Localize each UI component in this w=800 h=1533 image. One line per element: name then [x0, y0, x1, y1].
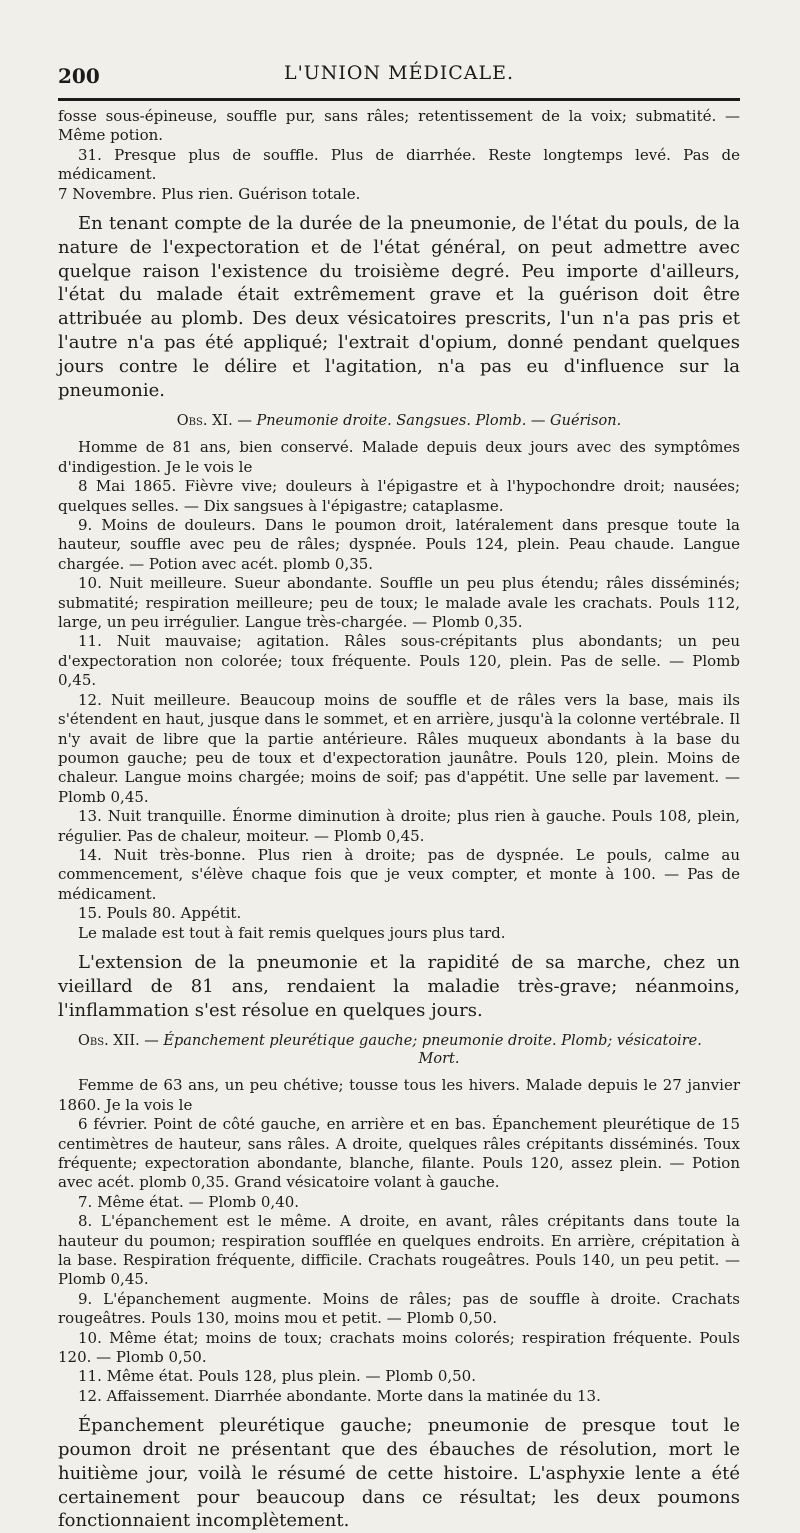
obs12-entries	[58, 1076, 740, 1406]
paragraph: 10. Nuit meilleure. Sueur abondante. Souffle un peu plus étendu; râles disséminés; submatité; respiration meilleure; peu de toux; le malade avale les crachats. Pouls 112, large, un peu irrégulier. Langue très-chargée. — Plomb 0,35.	[58, 574, 740, 632]
obs11-entries	[58, 438, 740, 943]
paragraph: 7. Même état. — Plomb 0,40.	[78, 1192, 300, 1211]
page-header	[58, 58, 740, 101]
commentary-paragraph: Épanchement pleurétique gauche; pneumonie de presque tout le poumon droit ne présentant que des ébauches de résolution, mort le huitième jour, voilà le résumé de cette histoire. L'asphyxie lente a été certainement pour beaucoup dans ce résultat; les deux poumons fonctionnaient incomplètement.	[58, 1415, 740, 1532]
paragraph: 6 février. Point de côté gauche, en arrière et en bas. Épanchement pleurétique de 15 centimètres de hauteur, sans râles. A droite, quelques râles crépitants disséminés. Toux fréquente; expectoration abondante, blanche, filante. Pouls 120, assez plein. — Potion avec acét. plomb 0,35. Grand vésicatoire volant à gauche.	[58, 1115, 740, 1192]
paragraph: 10. Même état; moins de toux; crachats moins colorés; respiration fréquente. Pouls 120. — Plomb 0,50.	[58, 1328, 740, 1367]
paragraph: 8. L'épanchement est le même. A droite, en avant, râles crépitants dans toute la hauteur du poumon; respiration soufflée en quelques endroits. En arrière, crépitation à la base. Respiration fréquente, difficile. Crachats rougeâtres. Pouls 140, un peu petit. — Plomb 0,45.	[58, 1212, 740, 1289]
paragraph: 15. Pouls 80. Appétit.	[78, 904, 242, 923]
paragraph: Homme de 81 ans, bien conservé. Malade depuis deux jours avec des symptômes d'indigestion. Je le vois le	[58, 438, 740, 476]
observation-label: Obs. XII.	[78, 1033, 140, 1050]
page-number: 200	[58, 64, 100, 88]
paragraph: Femme de 63 ans, un peu chétive; tousse tous les hivers. Malade depuis le 27 janvier 1860. Je la vois le	[58, 1076, 740, 1114]
observation-heading	[58, 1032, 740, 1068]
observation-title-end: Mort.	[418, 1051, 460, 1068]
paragraph: 9. L'épanchement augmente. Moins de râles; pas de souffle à droite. Crachats rougeâtres. Pouls 130, moins mou et petit. — Plomb 0,50.	[58, 1289, 740, 1328]
commentary-paragraph: L'extension de la pneumonie et la rapidité de sa marche, chez un vieillard de 81 ans, rendaient la maladie très-grave; néanmoins, l'inflammation s'est résolue en quelques jours.	[58, 951, 740, 1021]
article-body	[58, 107, 740, 1533]
paragraph: 7 Novembre. Plus rien. Guérison totale.	[58, 184, 361, 203]
observation-heading	[58, 412, 740, 430]
paragraph: fosse sous-épineuse, souffle pur, sans râles; retentissement de la voix; submatité. — Même potion.	[58, 107, 740, 145]
paragraph: 11. Même état. Pouls 128, plus plein. — Plomb 0,50.	[78, 1367, 476, 1386]
paragraph: 11. Nuit mauvaise; agitation. Râles sous-crépitants plus abondants; un peu d'expectoration non colorée; toux fréquente. Pouls 120, plein. Pas de selle. — Plomb 0,45.	[58, 632, 740, 690]
commentary-paragraph: En tenant compte de la durée de la pneumonie, de l'état du pouls, de la nature de l'expectoration et de l'état général, on peut admettre avec quelque raison l'existence du troisième degré. Peu importe d'ailleurs, l'état du malade était extrêmement grave et la guérison doit être attribuée au plomb. Des deux vésicatoires prescrits, l'un n'a pas pris et l'autre n'a pas été appliqué; l'extrait d'opium, donné pendant quelques jours contre le délire et l'agitation, n'a pas eu d'influence sur la pneumonie.	[58, 213, 740, 401]
journal-title: L'UNION MÉDICALE.	[283, 62, 515, 84]
paragraph: Le malade est tout à fait remis quelques jours plus tard.	[78, 923, 506, 942]
paragraph: 13. Nuit tranquille. Énorme diminution à droite; plus rien à gauche. Pouls 108, plein, régulier. Pas de chaleur, moiteur. — Plomb 0,45.	[58, 807, 740, 845]
paragraph: 8 Mai 1865. Fièvre vive; douleurs à l'épigastre et à l'hypochondre droit; nausées; quelques selles. — Dix sangsues à l'épigastre; cataplasme.	[58, 477, 740, 515]
paragraph: 12. Nuit meilleure. Beaucoup moins de souffle et de râles vers la base, mais ils s'étendent en haut, jusque dans le sommet, et en arrière, jusqu'à la colonne vertébrale. Il n'y avait de libre que la partie antérieure. Râles muqueux abondants à la base du poumon gauche; peu de toux et d'expectoration jaunâtre. Pouls 120, plein. Moins de chaleur. Langue moins chargée; moins de soif; pas d'appétit. Une selle par lavement. — Plomb 0,45.	[58, 690, 740, 806]
paragraph: 31. Presque plus de souffle. Plus de diarrhée. Reste longtemps levé. Pas de médicament.	[58, 145, 740, 184]
obs10-tail	[58, 107, 740, 204]
paragraph: 14. Nuit très-bonne. Plus rien à droite; pas de dyspnée. Le pouls, calme au commencement, s'élève chaque fois que je veux compter, et monte à 100. — Pas de médicament.	[58, 845, 740, 903]
observation-title: — Épanchement pleurétique gauche; pneumonie droite. Plomb; vésicatoire.	[139, 1033, 702, 1050]
observation-label: Obs. XI.	[176, 413, 233, 430]
paragraph: 9. Moins de douleurs. Dans le poumon droit, latéralement dans presque toute la hauteur, souffle avec peu de râles; dyspnée. Pouls 124, plein. Peau chaude. Langue chargée. — Potion avec acét. plomb 0,35.	[58, 516, 740, 573]
observation-title: — Pneumonie droite. Sangsues. Plomb. — Guérison.	[232, 413, 622, 430]
paragraph: 12. Affaissement. Diarrhée abondante. Morte dans la matinée du 13.	[78, 1386, 601, 1405]
